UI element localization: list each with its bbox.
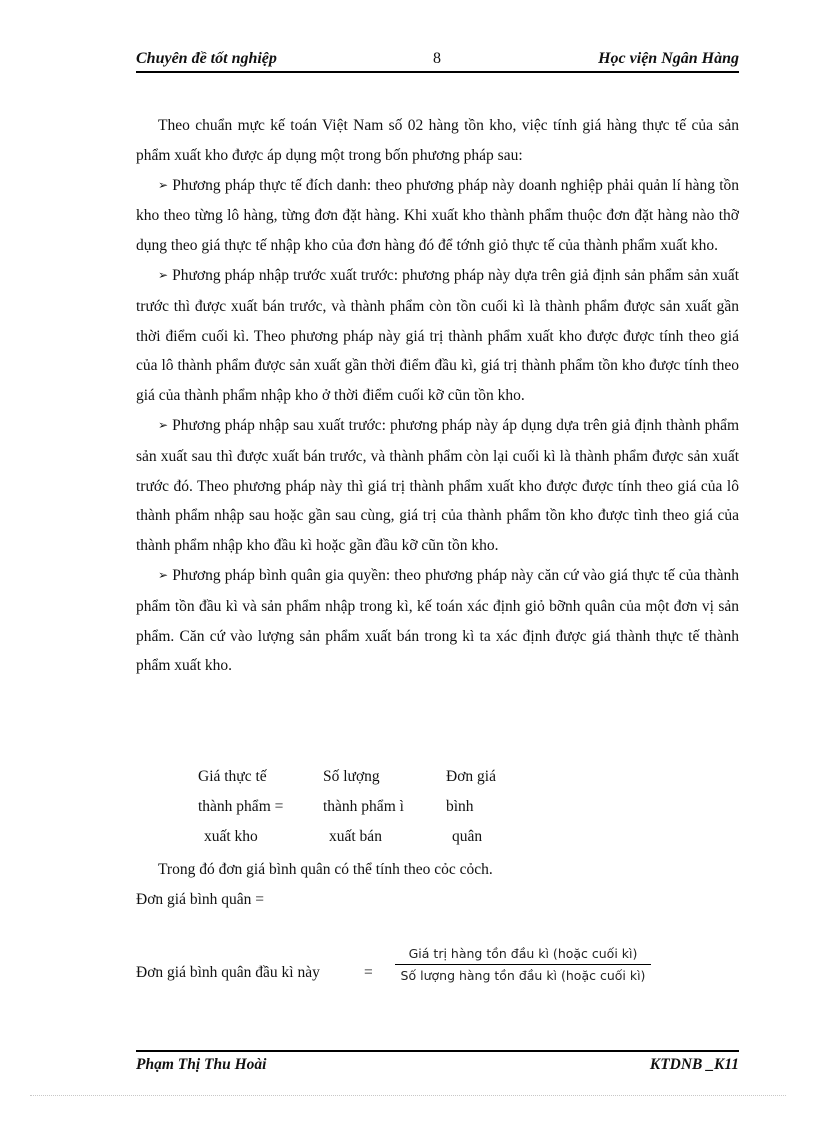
avg-price-line: Đơn giá bình quân = (136, 891, 265, 908)
equals-sign: = (364, 964, 373, 981)
fraction-denominator: Số lượng hàng tồn đầu kì (hoặc cuối kì) (400, 968, 646, 983)
formula-term: Số lượng (323, 768, 380, 785)
footer-author: Phạm Thị Thu Hoài (136, 1056, 267, 1073)
fraction-numerator: Giá trị hàng tồn đầu kì (hoặc cuối kì) (395, 946, 651, 965)
header-title: Chuyên đề tốt nghiệp (136, 50, 277, 67)
page-edge-divider (30, 1095, 786, 1096)
page-footer (136, 1056, 739, 1078)
formula-term: Giá thực tế (198, 768, 267, 785)
method-lifo (136, 411, 739, 561)
page-header (136, 50, 739, 72)
formula-term: Đơn giá (446, 768, 496, 785)
formula-term: thành phẩm = (198, 798, 284, 815)
formula-term: bình (446, 798, 474, 815)
cost-formula (136, 768, 739, 858)
formula-row (136, 768, 739, 798)
formula-note: Trong đó đơn giá bình quân có thể tính theo cỏc cỏch. (158, 861, 493, 878)
formula-row (136, 798, 739, 828)
footer-class: KTDNB _K11 (649, 1056, 739, 1073)
arrow-bullet-icon: ➢ (158, 567, 169, 582)
page-number: 8 (433, 50, 441, 67)
formula-term: quân (452, 828, 483, 845)
header-rule (136, 71, 739, 73)
paragraph-text: Phương pháp thực tế đích danh: theo phương pháp này doanh nghiệp phải quản lí hàng tồn kho theo từng lô hàng, từng đơn đặt hàng. Khi xuất kho thành phẩm thuộc đơn đặt hàng nào thỡ dụng theo giá thực tế nhập kho của đơn hàng đó để tớnh giỏ thực tế của thành phẩm xuất kho. (136, 176, 740, 255)
paragraph-text: Phương pháp nhập trước xuất trước: phương pháp này dựa trên giả định sản phẩm sản xuất trước thì được xuất bán trước, và thành phẩm còn tồn cuối kì là thành phẩm được sản xuất gần thời điểm cuối kì. Theo phương pháp này giá trị thành phẩm xuất kho được được tính theo giá của lô thành phẩm được sản xuất gần thời điểm đầu kì, giá trị thành phẩm tồn kho được tính theo giá của thành phẩm nhập kho ở thời điểm cuối kỡ cũn tồn kho. (136, 266, 739, 405)
paragraph-text: Phương pháp nhập sau xuất trước: phương pháp này áp dụng dựa trên giả định thành phẩm sản xuất sau thì được xuất bán trước, và thành phẩm còn lại cuối kì là thành phẩm được sản xuất trước đó. Theo phương pháp này thì giá trị thành phẩm xuất kho được được tính theo giá của lô thành phẩm nhập sau hoặc gần sau cùng, giá trị của thành phẩm tồn kho được tình theo giá của thành phẩm nhập kho đầu kì hoặc gần đầu kỡ cũn tồn kho. (136, 416, 740, 555)
arrow-bullet-icon: ➢ (158, 177, 169, 192)
method-weighted-average (136, 561, 739, 681)
paragraph-text: Theo chuẩn mực kế toán Việt Nam số 02 hàng tồn kho, việc tính giá hàng thực tế của sản phẩm xuất kho được áp dụng một trong bốn phương pháp sau: (136, 117, 739, 164)
intro-paragraph (136, 111, 739, 171)
formula-row (136, 828, 739, 858)
fraction-label: Đơn giá bình quân đầu kì này (136, 964, 320, 981)
arrow-bullet-icon: ➢ (158, 267, 169, 282)
document-body (136, 111, 739, 681)
header-institution: Học viện Ngân Hàng (598, 50, 739, 67)
footer-rule (136, 1050, 739, 1052)
method-fifo (136, 261, 739, 411)
formula-term: xuất kho (204, 828, 258, 845)
paragraph-text: Phương pháp bình quân gia quyền: theo phương pháp này căn cứ vào giá thực tế của thành phẩm tồn đầu kì và sản phẩm nhập trong kì, kế toán xác định giỏ bỡnh quân của một đơn vị sản phẩm. Căn cứ vào lượng sản phẩm xuất bán trong kì ta xác định được giá thành thực tế thành phẩm xuất kho. (136, 566, 739, 675)
arrow-bullet-icon: ➢ (158, 417, 169, 432)
fraction (395, 946, 651, 983)
formula-term: thành phẩm ì (323, 798, 404, 815)
formula-term: xuất bán (329, 828, 382, 845)
method-specific-identification (136, 171, 739, 261)
